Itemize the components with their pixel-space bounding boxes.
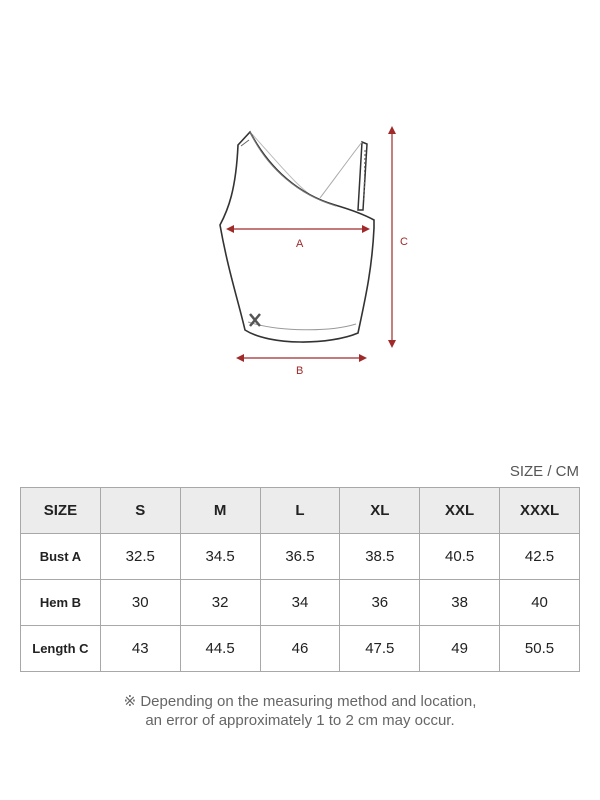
table-cell: 38.5 <box>340 534 420 580</box>
table-cell: 50.5 <box>500 626 580 672</box>
column-header: XL <box>340 488 420 534</box>
table-cell: 32.5 <box>100 534 180 580</box>
row-label: Bust A <box>21 534 101 580</box>
one-shoulder-crop-top-icon <box>220 132 374 342</box>
table-row <box>21 580 580 626</box>
hem-b-label: B <box>296 365 304 377</box>
length-c-label: C <box>400 236 408 248</box>
table-header-row <box>21 488 580 534</box>
row-label: Hem B <box>21 580 101 626</box>
table-cell: 40.5 <box>420 534 500 580</box>
corner-header: SIZE <box>21 488 101 534</box>
table-row <box>21 626 580 672</box>
table-cell: 44.5 <box>180 626 260 672</box>
column-header: L <box>260 488 340 534</box>
note-line-1: ※ Depending on the measuring method and location, <box>123 693 477 710</box>
column-header: XXXL <box>500 488 580 534</box>
size-table <box>20 487 580 672</box>
unit-label: SIZE / CM <box>509 463 579 480</box>
column-header: S <box>100 488 180 534</box>
table-cell: 42.5 <box>500 534 580 580</box>
table-cell: 36.5 <box>260 534 340 580</box>
table-row <box>21 534 580 580</box>
table-cell: 49 <box>420 626 500 672</box>
table-cell: 32 <box>180 580 260 626</box>
table-cell: 34 <box>260 580 340 626</box>
table-cell: 47.5 <box>340 626 420 672</box>
table-cell: 30 <box>100 580 180 626</box>
note-line-2: an error of approximately 1 to 2 cm may occur. <box>145 712 455 729</box>
column-header: M <box>180 488 260 534</box>
measurement-note <box>0 692 600 730</box>
bust-a-label: A <box>296 238 304 250</box>
column-header: XXL <box>420 488 500 534</box>
table-cell: 34.5 <box>180 534 260 580</box>
row-label: Length C <box>21 626 101 672</box>
table-cell: 38 <box>420 580 500 626</box>
table-cell: 46 <box>260 626 340 672</box>
table-cell: 43 <box>100 626 180 672</box>
table-cell: 40 <box>500 580 580 626</box>
table-cell: 36 <box>340 580 420 626</box>
